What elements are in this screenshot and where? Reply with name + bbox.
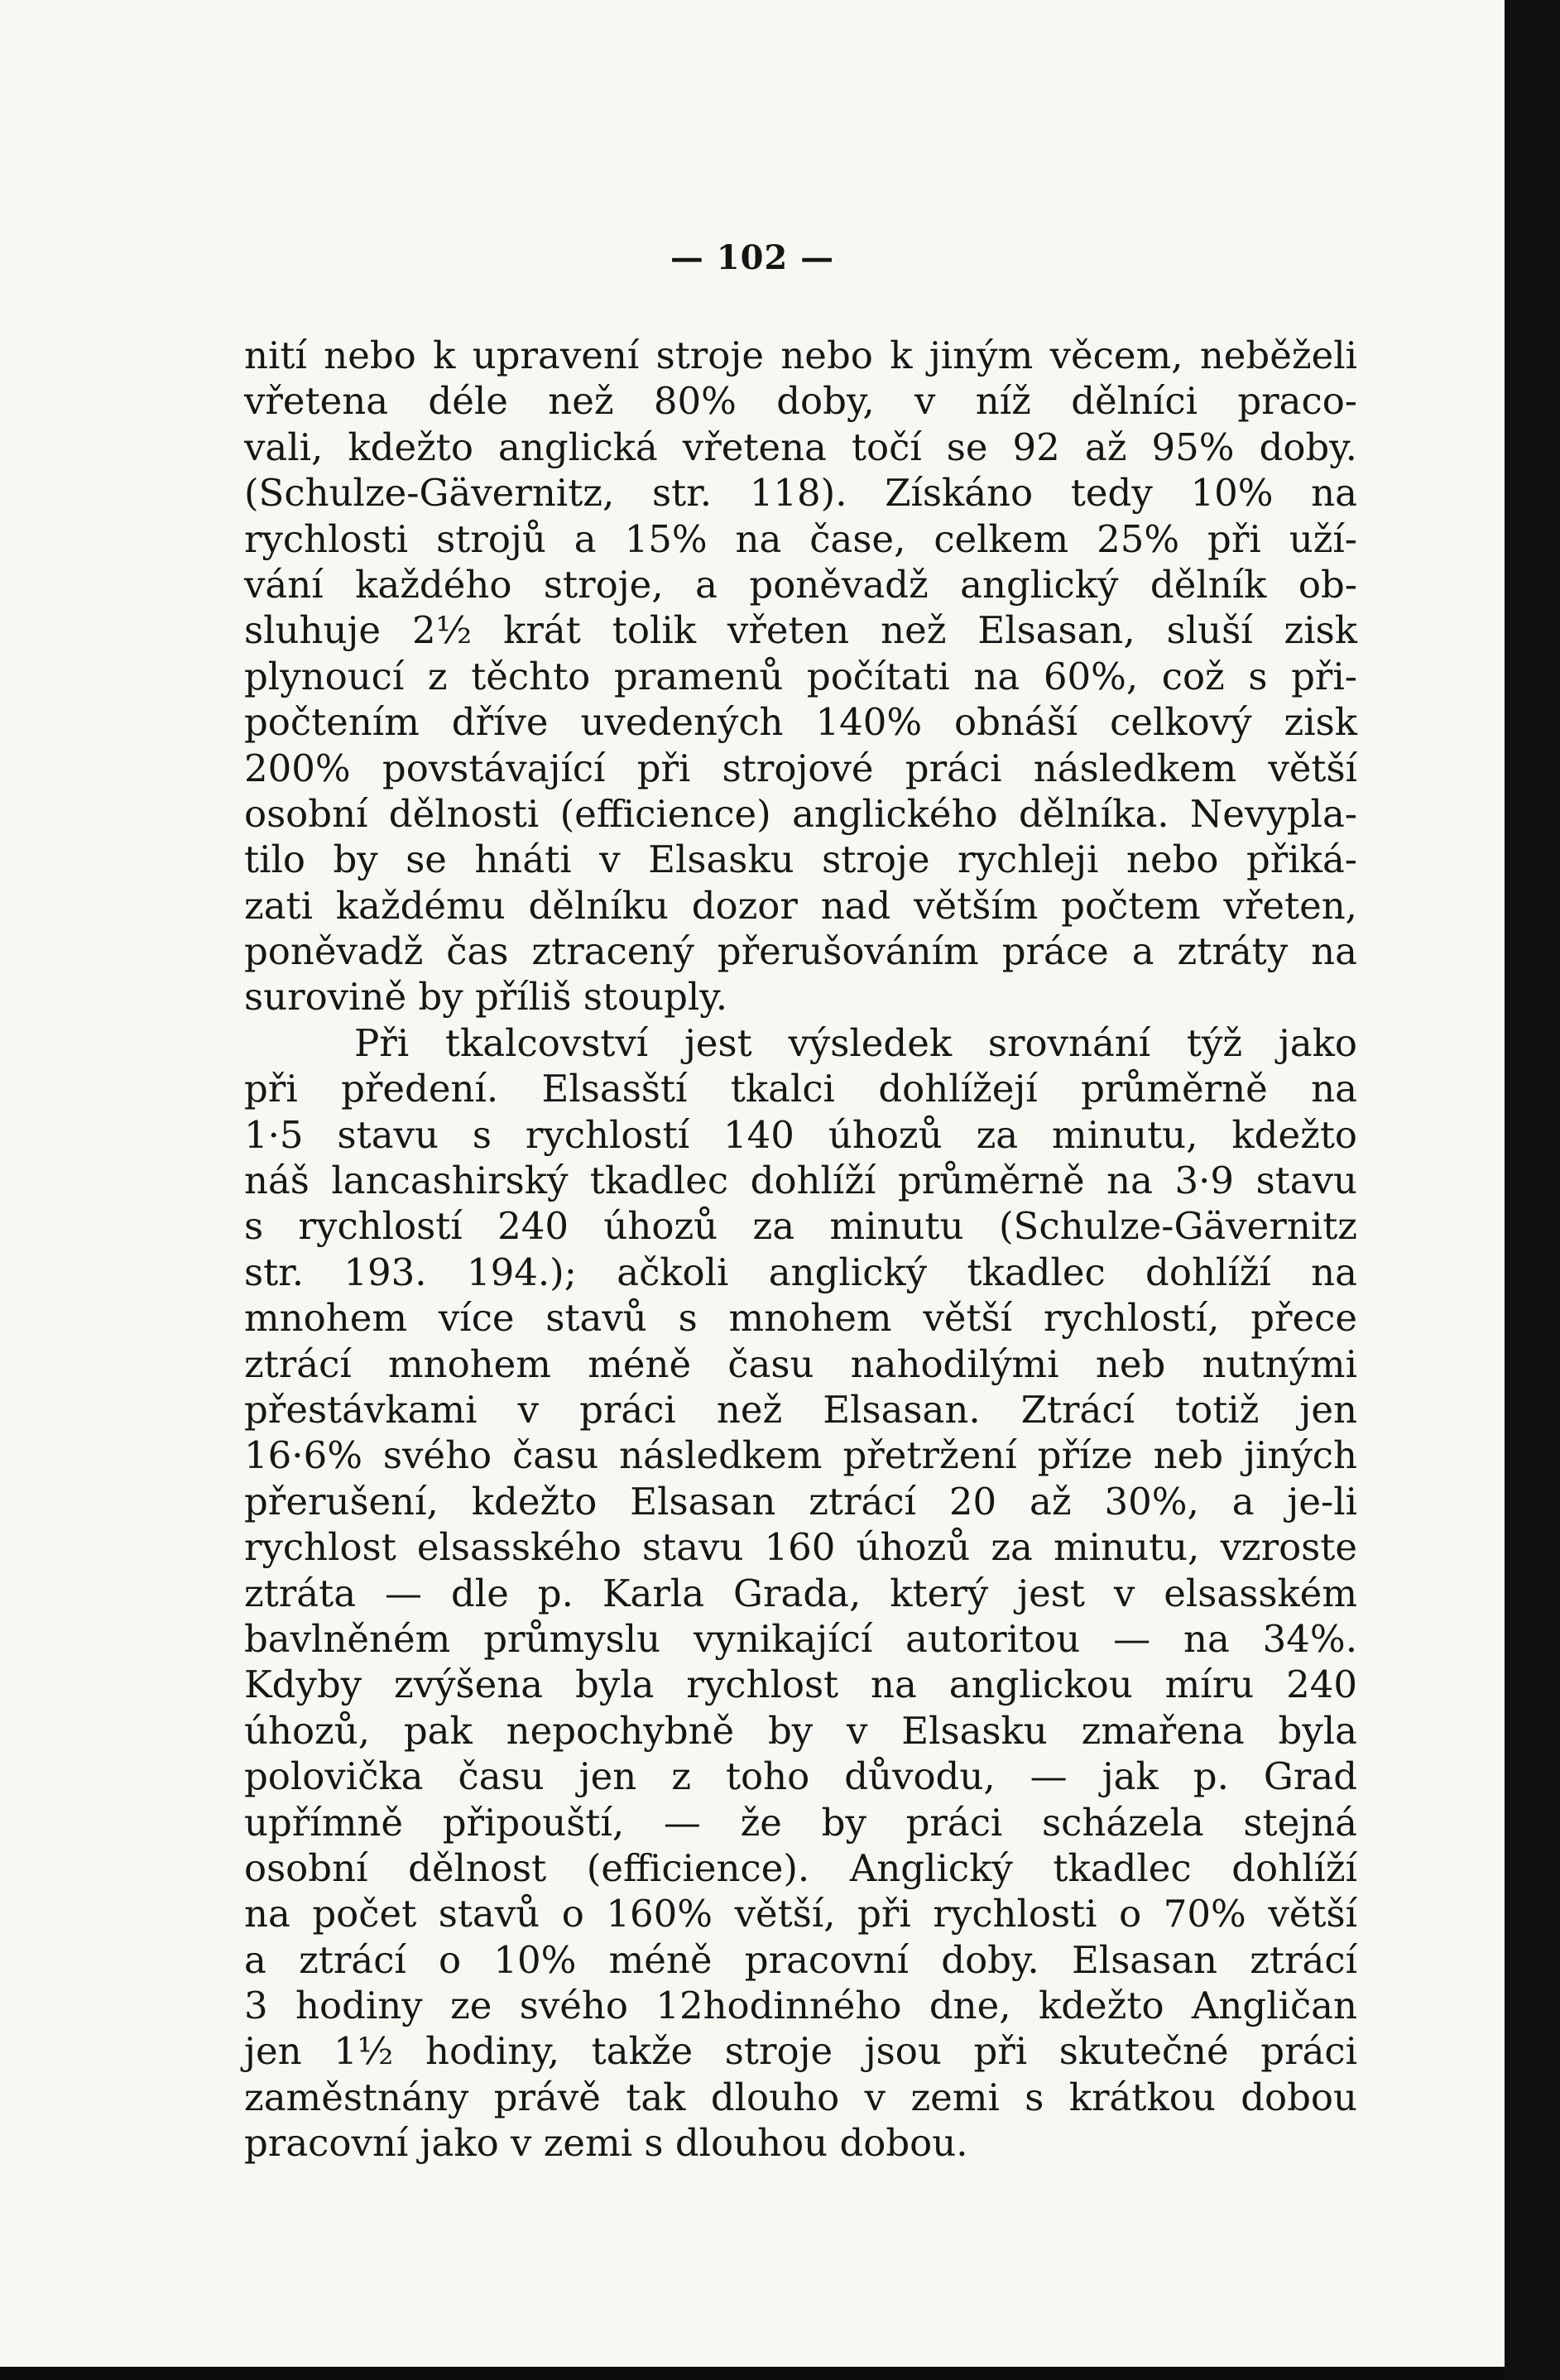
- text-line: rychlost elsasského stavu 160 úhozů za minutu, vzroste: [244, 1525, 1357, 1570]
- text-line: tilo by se hnáti v Elsasku stroje rychleji nebo přiká-: [244, 837, 1357, 882]
- text-line: vání každého stroje, a poněvadž anglický dělník ob-: [244, 562, 1357, 607]
- body-text: [244, 333, 1357, 2166]
- text-line: plynoucí z těchto pramenů počítati na 60%, což s při-: [244, 654, 1357, 698]
- paragraph: [244, 1020, 1357, 2166]
- text-line: s rychlostí 240 úhozů za minutu (Schulze-Gävernitz: [244, 1204, 1357, 1249]
- text-line: 16·6% svého času následkem přetržení příze neb jiných: [244, 1433, 1357, 1478]
- text-line: nití nebo k upravení stroje nebo k jiným věcem, neběželi: [244, 333, 1357, 377]
- text-line: str. 193. 194.); ačkoli anglický tkadlec dohlíží na: [244, 1250, 1357, 1294]
- text-line: poněvadž čas ztracený přerušováním práce a ztráty na: [244, 929, 1357, 974]
- scan-edge: [1505, 0, 1560, 2380]
- text-line: sluhuje 2½ krát tolik vřeten než Elsasan, sluší zisk: [244, 608, 1357, 653]
- text-line: Kdyby zvýšena byla rychlost na anglickou míru 240: [244, 1663, 1357, 1707]
- text-line: na počet stavů o 160% větší, při rychlosti o 70% větší: [244, 1892, 1357, 1936]
- text-line: 200% povstávající při strojové práci následkem větší: [244, 746, 1357, 790]
- text-line: mnohem více stavů s mnohem větší rychlostí, přece: [244, 1296, 1357, 1341]
- page-number: — 102 —: [670, 238, 835, 277]
- text-line: vali, kdežto anglická vřetena točí se 92 až 95% doby.: [244, 425, 1357, 469]
- text-line: ztráta — dle p. Karla Grada, který jest v elsasském: [244, 1571, 1357, 1615]
- text-line: zaměstnány právě tak dlouho v zemi s krátkou dobou: [244, 2075, 1357, 2119]
- text-line: zati každému dělníku dozor nad větším počtem vřeten,: [244, 883, 1357, 928]
- text-line: bavlněném průmyslu vynikající autoritou — na 34%.: [244, 1616, 1357, 1661]
- text-line: upřímně připouští, — že by práci scházela stejná: [244, 1800, 1357, 1845]
- text-line: a ztrácí o 10% méně pracovní doby. Elsasan ztrácí: [244, 1937, 1357, 1982]
- text-line: ztrácí mnohem méně času nahodilými neb nutnými: [244, 1341, 1357, 1386]
- text-line: osobní dělnosti (efficience) anglického dělníka. Nevypla-: [244, 791, 1357, 836]
- text-line: náš lancashirský tkadlec dohlíží průměrně na 3·9 stavu: [244, 1159, 1357, 1203]
- text-line: 3 hodiny ze svého 12hodinného dne, kdežto Angličan: [244, 1984, 1357, 2028]
- text-line: pracovní jako v zemi s dlouhou dobou.: [244, 2121, 968, 2166]
- text-line: jen 1½ hodiny, takže stroje jsou při skutečné práci: [244, 2029, 1357, 2074]
- text-line: přerušení, kdežto Elsasan ztrácí 20 až 30%, a je-li: [244, 1479, 1357, 1523]
- text-line: osobní dělnost (efficience). Anglický tkadlec dohlíží: [244, 1845, 1357, 1890]
- text-line: polovička času jen z toho důvodu, — jak p. Grad: [244, 1754, 1357, 1799]
- text-line: při předení. Elsasští tkalci dohlížejí průměrně na: [244, 1067, 1357, 1111]
- paragraph: [244, 333, 1357, 1020]
- text-line: vřetena déle než 80% doby, v níž dělníci praco-: [244, 379, 1357, 424]
- text-line: surovině by příliš stouply.: [244, 975, 728, 1020]
- text-line: 1·5 stavu s rychlostí 140 úhozů za minutu, kdežto: [244, 1112, 1357, 1157]
- text-line: úhozů, pak nepochybně by v Elsasku zmařena byla: [244, 1708, 1357, 1753]
- text-line: Při tkalcovství jest výsledek srovnání týž jako: [354, 1020, 1357, 1065]
- text-line: přestávkami v práci než Elsasan. Ztrácí totiž jen: [244, 1387, 1357, 1432]
- text-line: (Schulze-Gävernitz, str. 118). Získáno tedy 10% na: [244, 471, 1357, 516]
- text-line: rychlosti strojů a 15% na čase, celkem 25% při uží-: [244, 516, 1357, 561]
- text-line: počtením dříve uvedených 140% obnáší celkový zisk: [244, 700, 1357, 745]
